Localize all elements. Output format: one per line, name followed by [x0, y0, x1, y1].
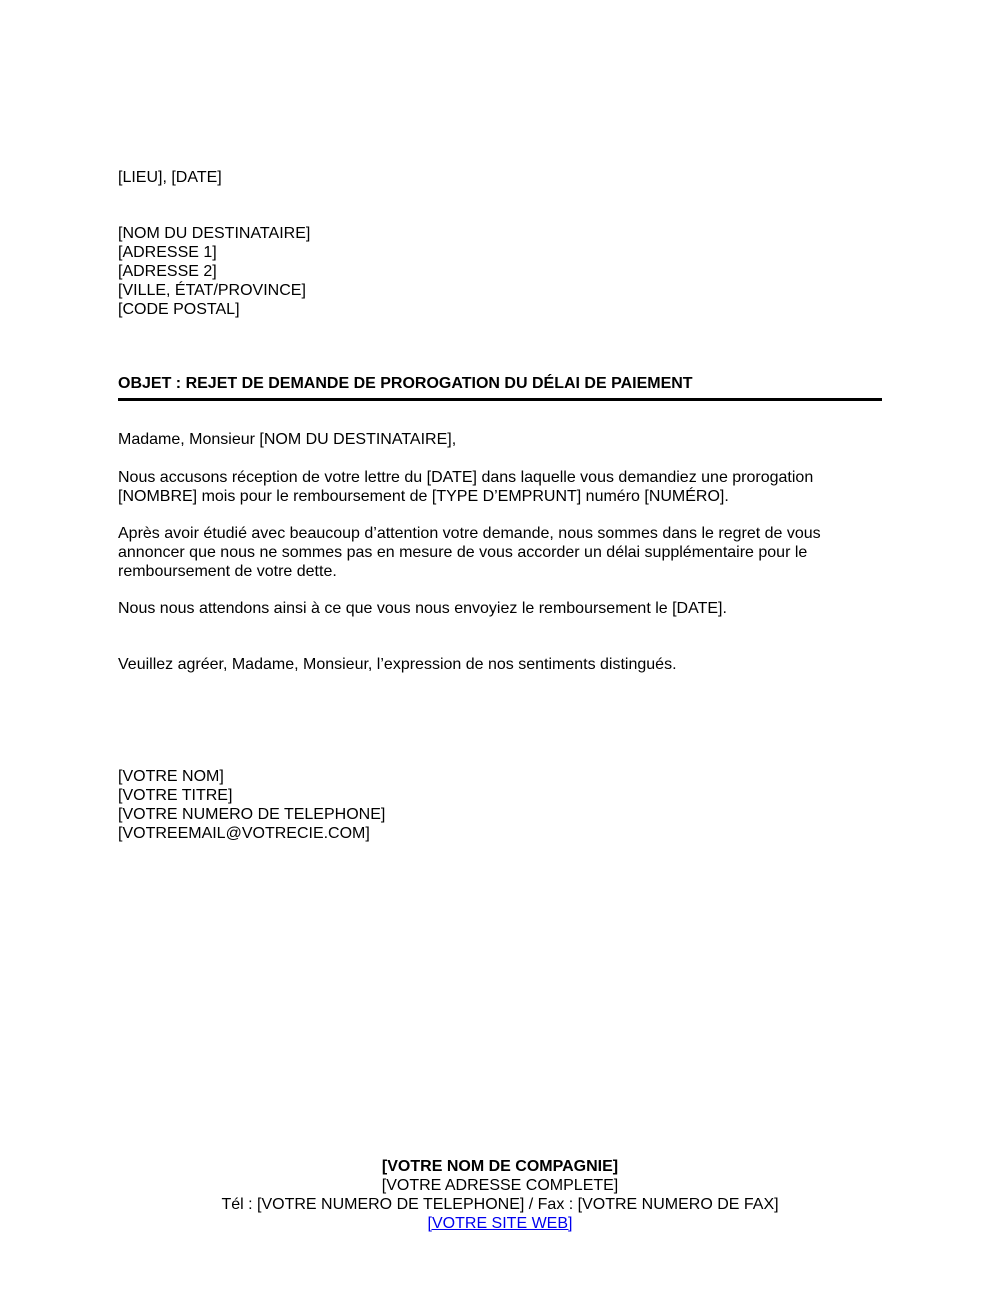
footer-website-link[interactable]: [VOTRE SITE WEB]: [427, 1215, 573, 1232]
signature-email: [VOTREEMAIL@VOTRECIE.COM]: [118, 825, 370, 842]
paragraph-2-line-1: Après avoir étudié avec beaucoup d’attention votre demande, nous sommes dans le regret de vous: [118, 525, 821, 542]
paragraph-3: [118, 599, 882, 618]
subject-text: OBJET : REJET DE DEMANDE DE PROROGATION DU DÉLAI DE PAIEMENT: [118, 375, 693, 392]
paragraph-1-line-1: Nous accusons réception de votre lettre du [DATE] dans laquelle vous demandiez une prorogation: [118, 469, 814, 486]
paragraph-2-line-2: annoncer que nous ne sommes pas en mesure de vous accorder un délai supplémentaire pour le: [118, 544, 808, 561]
closing: [118, 655, 882, 674]
subject-divider: [118, 398, 882, 401]
salutation: [118, 430, 882, 449]
recipient-postal-code: [CODE POSTAL]: [118, 301, 240, 318]
place-date-text: [LIEU], [DATE]: [118, 169, 222, 186]
letterhead-footer: [0, 1157, 1000, 1233]
signature-name: [VOTRE NOM]: [118, 768, 224, 785]
salutation-text: Madame, Monsieur [NOM DU DESTINATAIRE],: [118, 431, 457, 448]
paragraph-3-text: Nous nous attendons ainsi à ce que vous nous envoyiez le remboursement le [DATE].: [118, 600, 727, 617]
subject-line: [118, 374, 882, 393]
paragraph-1: [118, 468, 882, 506]
paragraph-1-line-2: [NOMBRE] mois pour le remboursement de [TYPE D’EMPRUNT] numéro [NUMÉRO].: [118, 488, 729, 505]
footer-contact: Tél : [VOTRE NUMERO DE TELEPHONE] / Fax : [VOTRE NUMERO DE FAX]: [221, 1196, 779, 1213]
recipient-address-1: [ADRESSE 1]: [118, 244, 217, 261]
recipient-address: [118, 224, 882, 319]
recipient-city-state: [VILLE, ÉTAT/PROVINCE]: [118, 282, 306, 299]
signature-block: [118, 767, 882, 843]
paragraph-2: [118, 524, 882, 581]
footer-company-name: [VOTRE NOM DE COMPAGNIE]: [381, 1158, 619, 1175]
signature-title: [VOTRE TITRE]: [118, 787, 233, 804]
recipient-address-2: [ADRESSE 2]: [118, 263, 217, 280]
paragraph-2-line-3: remboursement de votre dette.: [118, 563, 337, 580]
footer-address: [VOTRE ADRESSE COMPLETE]: [381, 1177, 619, 1194]
closing-text: Veuillez agréer, Madame, Monsieur, l’expression de nos sentiments distingués.: [118, 656, 677, 673]
signature-phone: [VOTRE NUMERO DE TELEPHONE]: [118, 806, 386, 823]
recipient-name: [NOM DU DESTINATAIRE]: [118, 225, 311, 242]
place-date: [118, 168, 882, 187]
